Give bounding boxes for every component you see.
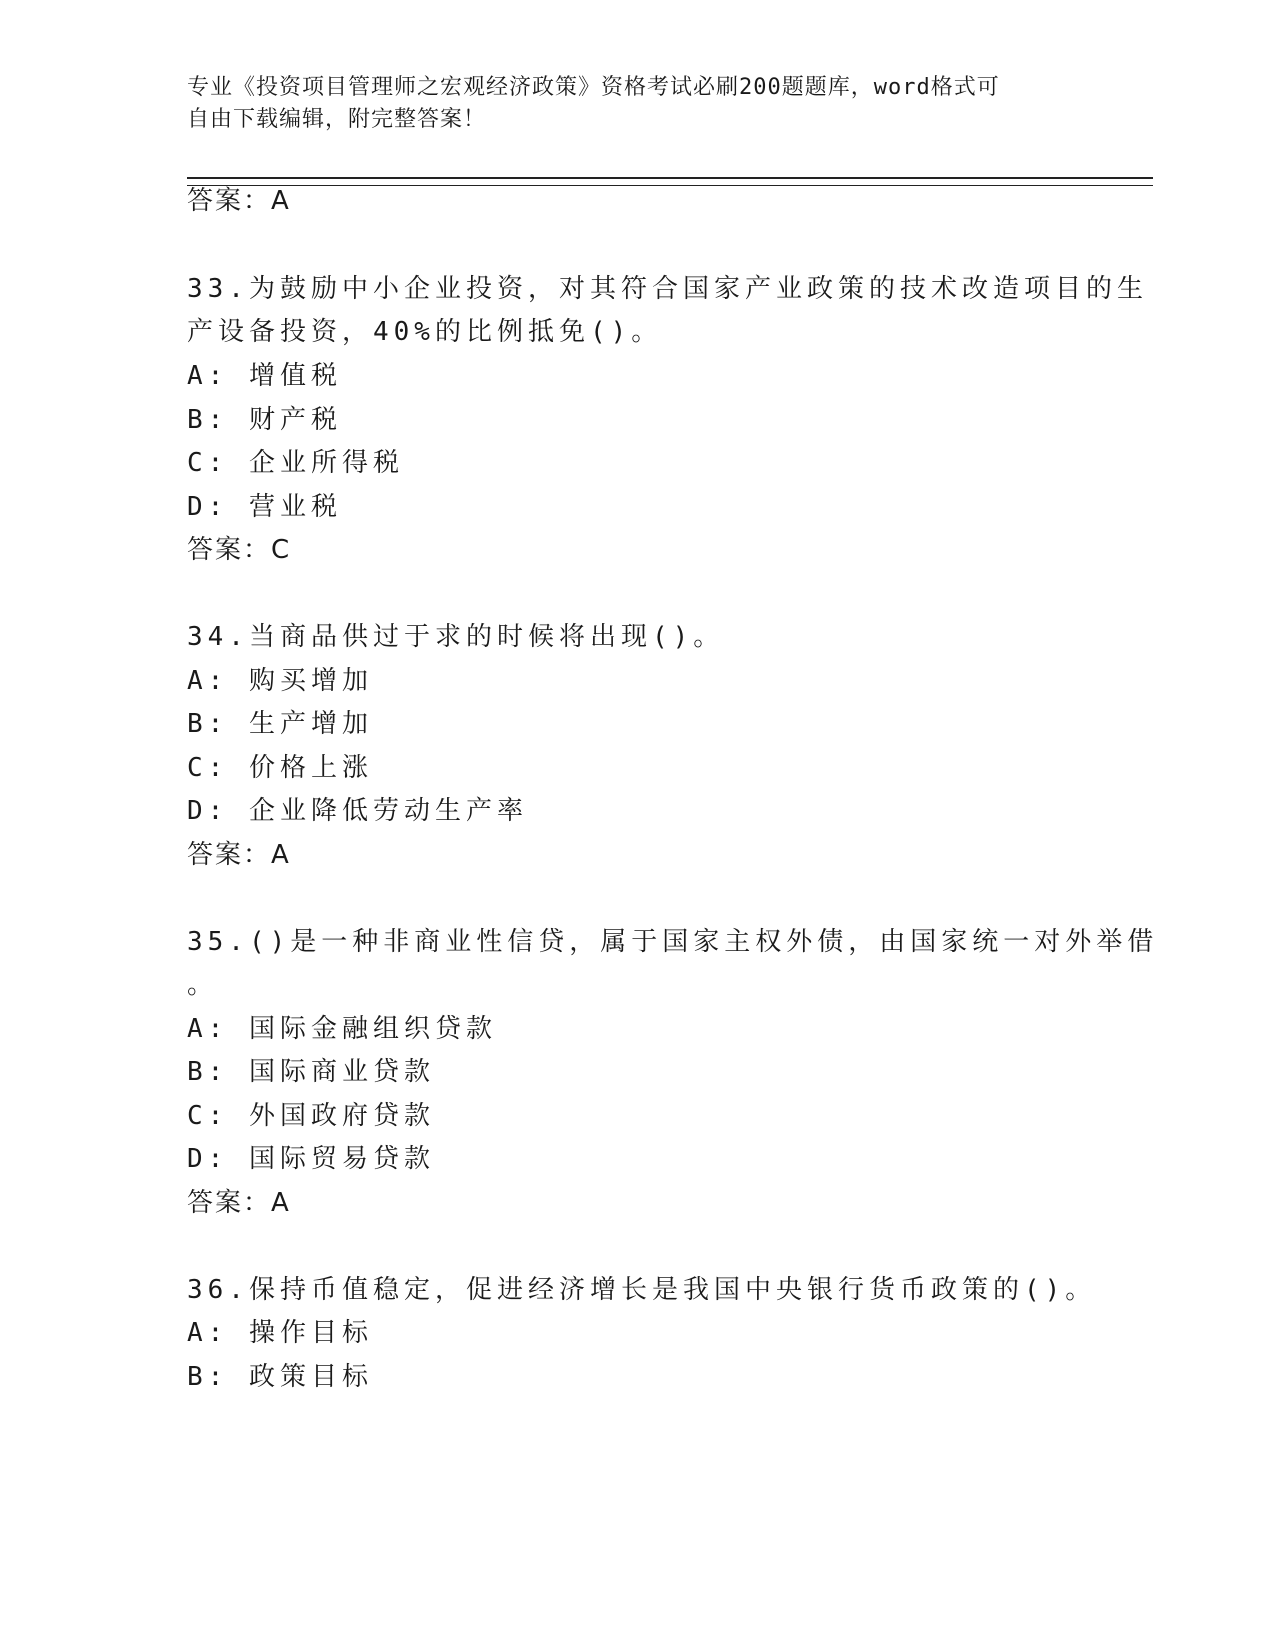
question-33-option-b: B: 财产税 [187, 405, 342, 435]
question-35-stem-line-2: 。 [187, 970, 219, 1000]
question-36-option-b: B: 政策目标 [187, 1362, 373, 1392]
question-34-option-d: D: 企业降低劳动生产率 [187, 796, 528, 826]
question-33-stem-line-2: 产设备投资，40%的比例抵免()。 [187, 317, 663, 347]
question-34-option-b: B: 生产增加 [187, 709, 373, 739]
question-33-stem-line-1: 33.为鼓励中小企业投资，对其符合国家产业政策的技术改造项目的生 [187, 274, 1148, 304]
header-divider [187, 177, 1153, 186]
question-35-option-b: B: 国际商业贷款 [187, 1057, 435, 1087]
header-line-2: 自由下载编辑，附完整答案！ [187, 107, 487, 132]
question-35-option-c: C: 外国政府贷款 [187, 1101, 435, 1131]
document-header [187, 72, 1067, 136]
question-36-stem-line-1: 36.保持币值稳定，促进经济增长是我国中央银行货币政策的()。 [187, 1275, 1097, 1305]
header-line-1: 专业《投资项目管理师之宏观经济政策》资格考试必刷200题题库，word格式可 [187, 75, 1000, 100]
question-33-answer: 答案：C [187, 535, 292, 565]
question-35-stem-line-1: 35.()是一种非商业性信贷，属于国家主权外债，由国家统一对外举借 [187, 927, 1159, 957]
prev-answer: 答案：A [187, 186, 291, 216]
question-33-option-d: D: 营业税 [187, 492, 342, 522]
question-34-stem-line-1: 34.当商品供过于求的时候将出现()。 [187, 622, 725, 652]
question-33-option-a: A: 增值税 [187, 361, 342, 391]
question-33-option-c: C: 企业所得税 [187, 448, 404, 478]
question-35-option-a: A: 国际金融组织贷款 [187, 1014, 497, 1044]
question-35-option-d: D: 国际贸易贷款 [187, 1144, 435, 1174]
question-34-option-c: C: 价格上涨 [187, 753, 373, 783]
question-35-answer: 答案：A [187, 1188, 291, 1218]
question-34-answer: 答案：A [187, 840, 291, 870]
question-34-option-a: A: 购买增加 [187, 666, 373, 696]
question-36-option-a: A: 操作目标 [187, 1318, 373, 1348]
